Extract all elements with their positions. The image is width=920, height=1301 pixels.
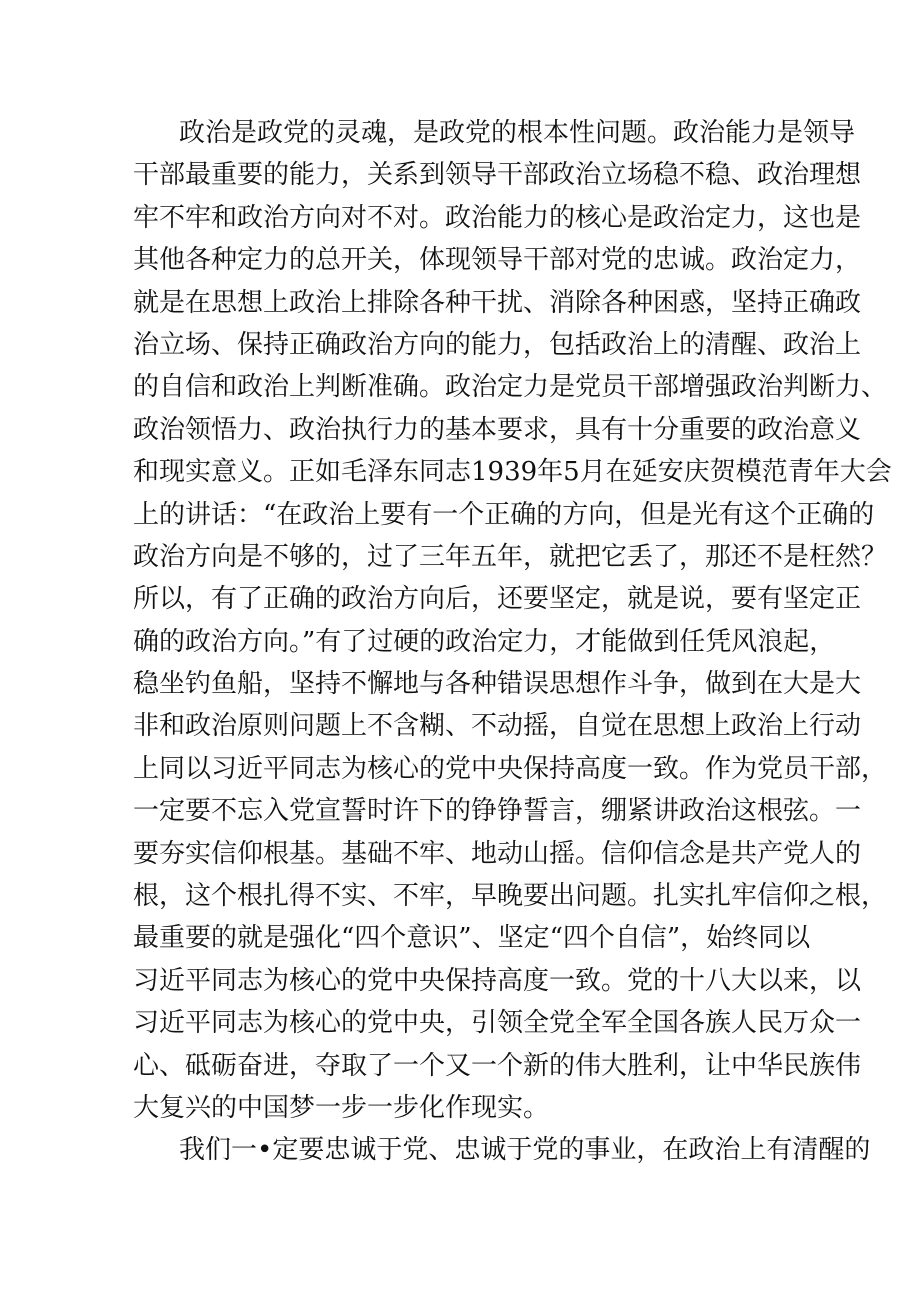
text-line: 的自信和政治上判断准确。政治定力是党员干部增强政治判断力、 — [133, 372, 888, 403]
text-line: 大复兴的中国梦一步一步化作现实。 — [133, 1092, 550, 1123]
text-line: 政治方向是不够的，过了三年五年，就把它丢了，那还不是枉然？ — [133, 541, 888, 572]
text-line: 政治领悟力、政治执行力的基本要求，具有十分重要的政治意义 — [133, 414, 862, 445]
text-line: 确的政治方向。”有了过硬的政治定力，才能做到任凭风浪起， — [133, 626, 836, 657]
text-line: 要夯实信仰根基。基础不牢、地动山摇。信仰信念是共产党人的 — [133, 838, 862, 869]
text-line: 习近平同志为核心的党中央，引领全党全军全国各族人民万众一 — [133, 1008, 862, 1039]
text-line: 上同以习近平同志为核心的党中央保持高度一致。作为党员干部， — [133, 753, 888, 784]
text-line: 非和政治原则问题上不含糊、不动摇，自觉在思想上政治上行动 — [133, 711, 862, 742]
paragraph-1 — [133, 112, 892, 1129]
text-line: 习近平同志为核心的党中央保持高度一致。党的十八大以来，以 — [133, 965, 862, 996]
text-line: 所以，有了正确的政治方向后，还要坚定，就是说，要有坚定正 — [133, 584, 862, 615]
text-line: 上的讲话：“在政治上要有一个正确的方向，但是光有这个正确的 — [133, 499, 875, 530]
text-line: 治立场、保持正确政治方向的能力，包括政治上的清醒、政治上 — [133, 329, 862, 360]
text-line: 牢不牢和政治方向对不对。政治能力的核心是政治定力，这也是 — [133, 202, 862, 233]
text-line: 心、砥砺奋进，夺取了一个又一个新的伟大胜利，让中华民族伟 — [133, 1050, 862, 1081]
text-line: 干部最重要的能力，关系到领导干部政治立场稳不稳、政治理想 — [133, 160, 862, 191]
text-line: 一定要不忘入党宣誓时许下的铮铮誓言，绷紧讲政治这根弦。一 — [133, 796, 862, 827]
text-line: 和现实意义。正如毛泽东同志1939年5月在延安庆贺模范青年大会 — [133, 457, 892, 488]
text-line: 政治是政党的灵魂，是政党的根本性问题。政治能力是领导 — [179, 118, 856, 148]
paragraph-2 — [133, 1129, 871, 1171]
document-page — [133, 112, 892, 1172]
text-line: 其他各种定力的总开关，体现领导干部对党的忠诚。政治定力， — [133, 245, 862, 276]
text-line: 就是在思想上政治上排除各种干扰、消除各种困惑，坚持正确政 — [133, 287, 862, 318]
text-line: 根，这个根扎得不实、不牢，早晚要出问题。扎实扎牢信仰之根， — [133, 881, 888, 912]
text-line: 稳坐钓鱼船，坚持不懈地与各种错误思想作斗争，做到在大是大 — [133, 669, 862, 700]
text-line: 我们一•定要忠诚于党、忠诚于党的事业，在政治上有清醒的 — [179, 1135, 871, 1166]
text-line: 最重要的就是强化“四个意识”、坚定“四个自信”，始终同以 — [133, 923, 811, 954]
